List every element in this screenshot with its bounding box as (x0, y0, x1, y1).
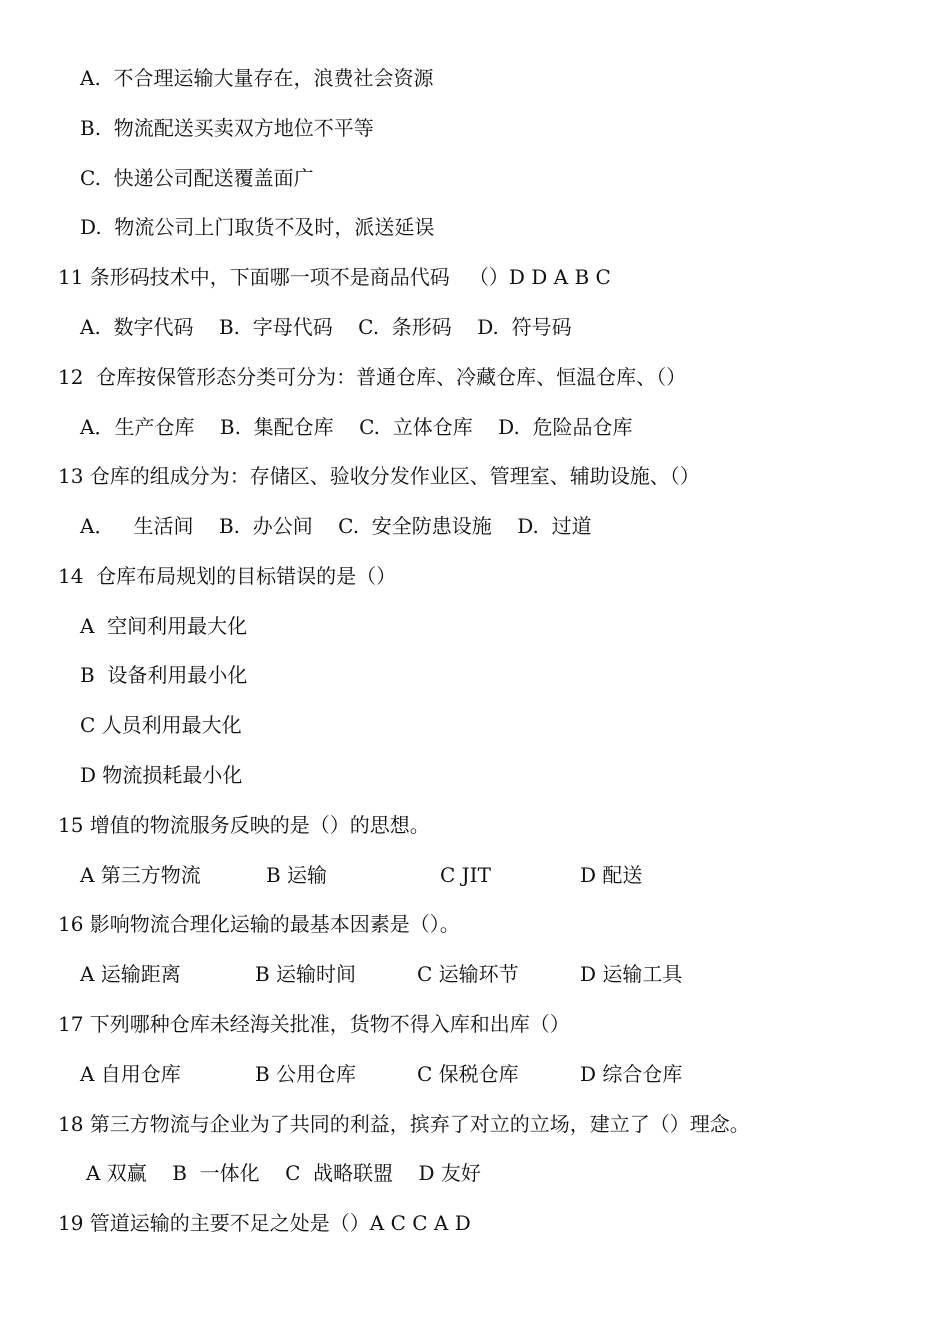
question-13: 13 仓库的组成分为：存储区、验收分发作业区、管理室、辅助设施、（） (58, 464, 700, 488)
question-16-option-c: C 运输环节 (417, 962, 519, 986)
question-12-options: A．生产仓库 B. 集配仓库 C. 立体仓库 D. 危险品仓库 (80, 415, 633, 439)
question-15-option-a: A 第三方物流 (80, 863, 201, 887)
question-17: 17 下列哪种仓库未经海关批准，货物不得入库和出库（） (58, 1012, 570, 1036)
question-13-options: A． 生活间 B. 办公间 C. 安全防患设施 D. 过道 (80, 514, 592, 538)
question-17-option-a: A 自用仓库 (80, 1062, 181, 1086)
question-15: 15 增值的物流服务反映的是（）的思想。 (58, 813, 430, 837)
question-17-option-d: D 综合仓库 (580, 1062, 683, 1086)
question-16: 16 影响物流合理化运输的最基本因素是（）。 (58, 912, 460, 936)
q10-option-d: D. 物流公司上门取货不及时，派送延误 (80, 215, 435, 239)
question-19: 19 管道运输的主要不足之处是（）A C C A D (58, 1211, 471, 1235)
q10-option-a: A. 不合理运输大量存在，浪费社会资源 (80, 66, 434, 90)
question-15-option-b: B 运输 (266, 863, 328, 887)
question-14-option-b: B 设备利用最小化 (80, 663, 248, 687)
question-15-option-c: C JIT (440, 863, 491, 887)
question-17-options (0, 1061, 950, 1087)
question-14-option-a: A 空间利用最大化 (80, 614, 248, 638)
question-15-option-d: D 配送 (580, 863, 643, 887)
q10-option-b: B. 物流配送买卖双方地位不平等 (80, 116, 374, 140)
question-16-options (0, 961, 950, 987)
question-16-option-d: D 运输工具 (580, 962, 683, 986)
question-18: 18 第三方物流与企业为了共同的利益，摈弃了对立的立场，建立了（）理念。 (58, 1112, 750, 1136)
question-16-option-a: A 运输距离 (80, 962, 181, 986)
question-11: 11 条形码技术中，下面哪一项不是商品代码 （）D D A B C (58, 265, 611, 289)
question-14-option-d: D 物流损耗最小化 (80, 763, 243, 787)
question-15-options (0, 862, 950, 888)
question-14-option-c: C 人员利用最大化 (80, 713, 242, 737)
question-18-options: A 双赢 B 一体化 C 战略联盟 D 友好 (86, 1161, 481, 1185)
question-14: 14 仓库布局规划的目标错误的是（） (58, 564, 397, 588)
q10-option-c: C. 快递公司配送覆盖面广 (80, 166, 314, 190)
question-16-option-b: B 运输时间 (255, 962, 357, 986)
question-11-options: A. 数字代码 B. 字母代码 C. 条形码 D. 符号码 (80, 315, 572, 339)
question-17-option-b: B 公用仓库 (255, 1062, 357, 1086)
question-17-option-c: C 保税仓库 (417, 1062, 519, 1086)
question-12: 12 仓库按保管形态分类可分为：普通仓库、冷藏仓库、恒温仓库、（） (58, 365, 687, 389)
